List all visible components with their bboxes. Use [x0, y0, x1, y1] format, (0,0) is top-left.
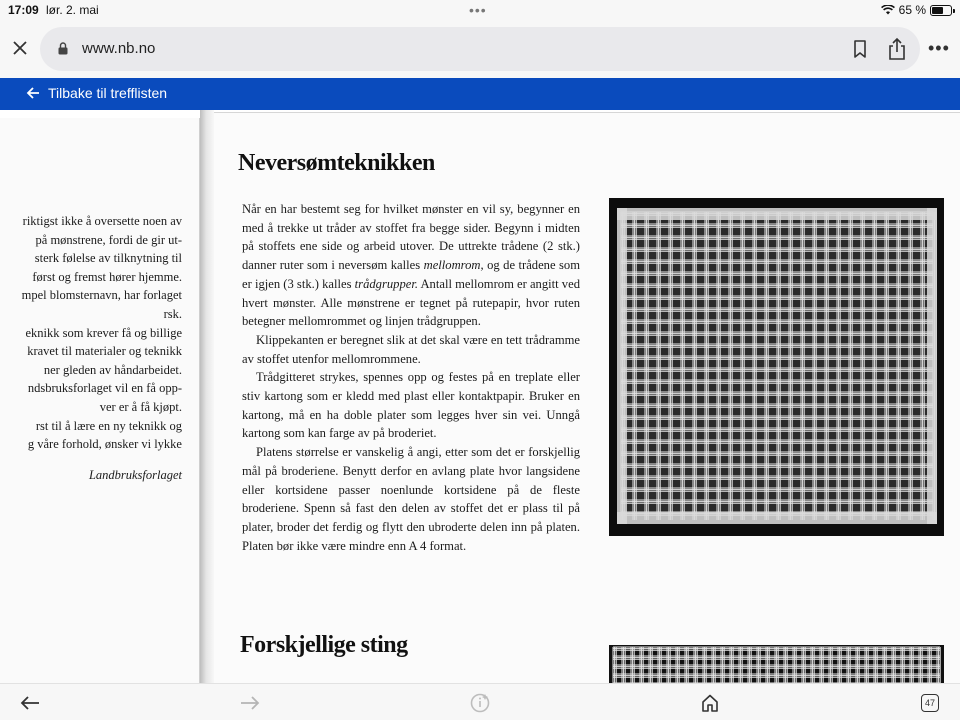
left-page-line: rst til å lære en ny teknikk og	[35, 418, 182, 433]
back-to-results-link[interactable]	[26, 85, 167, 101]
address-bar[interactable]	[40, 27, 920, 71]
left-page-line: sterk følelse av tilknytning til	[34, 251, 182, 266]
left-page-line: først og fremst hører hjemme.	[32, 269, 182, 284]
article-body	[242, 200, 580, 555]
back-arrow-icon[interactable]	[18, 691, 42, 715]
paragraph-4: Platens størrelse er vanskelig å angi, etter som det er forskjellig mål på broderiene. Benytt derfor en avlang plate hvor langsidene eller kortsidene passer noenlunde kortsidene på de fleste broderiene. Spenn så fast den delen av stoffet det er plass til på plater, broder det ferdig og flytt den ubroderte delen inn på platen. Platen bør ikke være mindre enn A 4 format.	[242, 445, 580, 553]
browser-toolbar	[0, 22, 960, 78]
reader-icon[interactable]	[468, 691, 492, 715]
left-page-line: ner gleden av håndarbeidet.	[43, 362, 182, 377]
left-page-line: på mønstrene, fordi de gir ut-	[35, 232, 182, 247]
forward-arrow-icon[interactable]	[238, 691, 262, 715]
battery-icon	[930, 5, 952, 16]
date: lør. 2. mai	[46, 3, 99, 17]
left-page	[0, 118, 200, 683]
lock-icon	[58, 42, 68, 55]
left-page-signature: Landbruksforlaget	[88, 468, 182, 482]
url-text: www.nb.no	[82, 40, 156, 57]
wifi-icon	[881, 5, 895, 15]
left-page-line: ndsbruksforlaget vil en få opp-	[27, 381, 182, 396]
multitasking-dots-icon[interactable]: •••	[469, 2, 487, 18]
heading-neversomteknikken: Neversømteknikken	[238, 150, 435, 176]
bookmark-icon[interactable]	[849, 38, 871, 60]
photo-pattern-strip	[609, 645, 944, 683]
status-bar	[0, 0, 960, 22]
heading-forskjellige-sting: Forskjellige sting	[240, 632, 408, 658]
status-right	[881, 3, 952, 17]
close-icon[interactable]	[8, 36, 32, 60]
page-gutter	[200, 110, 214, 683]
clock: 17:09	[8, 3, 39, 17]
left-page-line: rsk.	[163, 306, 182, 321]
share-icon[interactable]	[886, 37, 908, 61]
paragraph-3: Trådgitteret strykes, spennes opp og festes på en treplate eller stiv kartong som er kledd med plast eller kontaktpapir. Bruker en kartong, må en ha doble plater som legges hver sin vei. Unngå kartong som kan farge av på broderiet.	[242, 370, 580, 441]
back-to-results-label: Tilbake til trefflisten	[48, 85, 168, 101]
home-icon[interactable]	[698, 691, 722, 715]
photo-drawn-thread-grid	[609, 198, 944, 536]
left-page-line: mpel blomsternavn, har forlaget	[21, 288, 182, 303]
battery-fill	[932, 7, 943, 14]
left-page-line: eknikk som krever få og billige	[25, 325, 182, 340]
left-page-text	[0, 212, 182, 454]
tab-count: 47	[921, 694, 939, 712]
more-icon[interactable]: •••	[928, 38, 950, 58]
left-page-line: g våre forhold, ønsker vi lykke	[27, 437, 182, 452]
left-page-line: ver er å få kjøpt.	[99, 399, 182, 414]
result-nav-bar	[0, 78, 960, 110]
back-arrow-icon	[26, 86, 40, 100]
tabs-button[interactable]	[918, 691, 942, 715]
document-viewer[interactable]	[0, 110, 960, 683]
browser-bottom-bar	[0, 683, 960, 720]
paragraph-2: Klippekanten er beregnet slik at det skal være en tett trådramme av stoffet utenfor mellomrommene.	[242, 332, 580, 366]
paragraph-1: Når en har bestemt seg for hvilket mønster en vil sy, begynner en med å trekke ut tråder av stoffet fra begge sider. Begynn i midten på stoffets ene side og arbeid utover. De uttrekte trådene (2 stk.) danner ruter som i neversøm kalles mellomrom, og de trådene som er igjen (3 stk.) kalles trådgrupper. Antall mellomrom er angitt ved hvert mønster. Alle mønstrene er tegnet på rutepapir, hvor ruten betegner mellomrommet og linjen trådgruppen.	[242, 202, 580, 329]
left-page-line: riktigst ikke å oversette noen av	[22, 214, 182, 228]
battery-percent: 65 %	[898, 3, 926, 17]
left-page-line: kravet til materialer og teknikk	[27, 344, 182, 359]
